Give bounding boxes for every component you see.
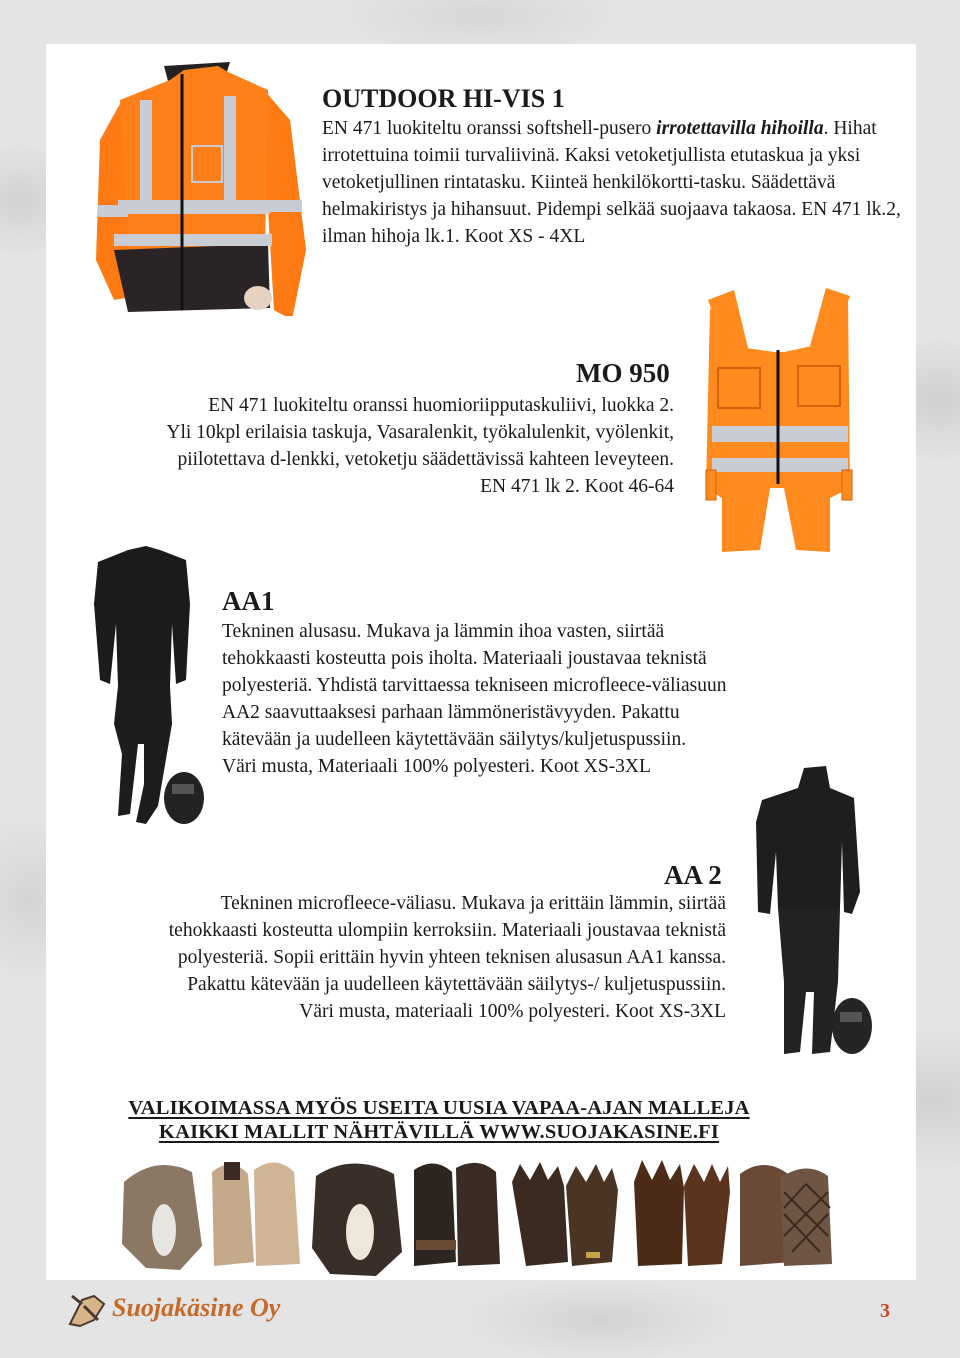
- description-line: tehokkaasti kosteutta pois iholta. Materiaali joustavaa teknistä: [222, 648, 707, 669]
- description-line: Väri musta, materiaali 100% polyesteri. Koot XS-3XL: [299, 1001, 726, 1022]
- product-description-mo950: [80, 392, 674, 500]
- product-title-aa2: AA 2: [664, 860, 722, 890]
- description-text: . Hihat irrotettuina toimii turvaliivinä. Kaksi vetoketjullista etutaskua ja yksi vetoketjullinen rintatasku. Kiinteä henkilökortti-tasku. Säädettävä helmakiristys ja hihansuut. Pidempi selkää suojaava takaosa. EN 471 lk.2, ilman hihoja lk.1. Koot XS - 4XL: [322, 118, 901, 247]
- description-line: EN 471 lk 2. Koot 46-64: [480, 476, 674, 497]
- description-emphasis: irrotettavilla hihoilla: [656, 118, 824, 139]
- black-base-layer-photo: [88, 544, 216, 830]
- description-text: EN 471 luokiteltu oranssi softshell-pusero: [322, 118, 657, 139]
- description-line: tehokkaasti kosteutta ulompiin kerroksiin. Materiaali joustavaa teknistä: [168, 920, 726, 941]
- hand-tools-icon: [64, 1286, 112, 1334]
- description-line: polyesteriä. Yhdistä tarvittaessa tekniseen microfleece-väliasuun: [222, 675, 727, 696]
- description-line: piilotettava d-lenkki, vetoketju säädettävissä kahteen leveyteen.: [177, 449, 674, 470]
- product-description-aa1: [222, 618, 822, 780]
- fur-hats-and-gloves-photo: [116, 1152, 836, 1280]
- description-line: Yli 10kpl erilaisia taskuja, Vasaralenkit, työkalulenkit, vyölenkit,: [166, 422, 674, 443]
- description-line: Tekninen microfleece-väliasu. Mukava ja erittäin lämmin, siirtää: [220, 893, 726, 914]
- description-line: Tekninen alusasu. Mukava ja lämmin ihoa vasten, siirtää: [222, 621, 665, 642]
- orange-softshell-jacket-photo: [92, 60, 310, 316]
- banner-line-1: VALIKOIMASSA MYÖS USEITA UUSIA VAPAA-AJAN MALLEJA: [128, 1097, 750, 1119]
- description-line: kätevään ja uudelleen käytettävään säilytys/kuljetuspussiin.: [222, 729, 687, 750]
- product-description-hivis1: [322, 115, 912, 250]
- banner-website-line: KAIKKI MALLIT NÄHTÄVILLÄ WWW.SUOJAKASINE.FI: [158, 1121, 720, 1143]
- company-logo-text: Suojakäsine Oy: [112, 1293, 281, 1322]
- product-description-aa2: [60, 890, 726, 1025]
- description-line: polyesteriä. Sopii erittäin hyvin yhteen teknisen alusasun AA1 kanssa.: [177, 947, 726, 968]
- product-title-hivis1: OUTDOOR HI-VIS 1: [322, 84, 565, 113]
- description-line: Pakattu kätevään ja uudelleen käytettävään säilytys-/ kuljetuspussiin.: [187, 974, 726, 995]
- description-line: AA2 saavuttaaksesi parhaan lämmöneristävyyden. Pakattu: [222, 702, 680, 723]
- page-number: 3: [880, 1300, 890, 1322]
- orange-vest-photo: [700, 288, 858, 556]
- black-fleece-layer-photo: [748, 762, 876, 1062]
- description-line: EN 471 luokiteltu oranssi huomioriipputaskuliivi, luokka 2.: [208, 395, 674, 416]
- product-title-mo950: MO 950: [576, 358, 670, 388]
- product-title-aa1: AA1: [222, 586, 275, 616]
- description-line: Väri musta, Materiaali 100% polyesteri. Koot XS-3XL: [222, 756, 651, 777]
